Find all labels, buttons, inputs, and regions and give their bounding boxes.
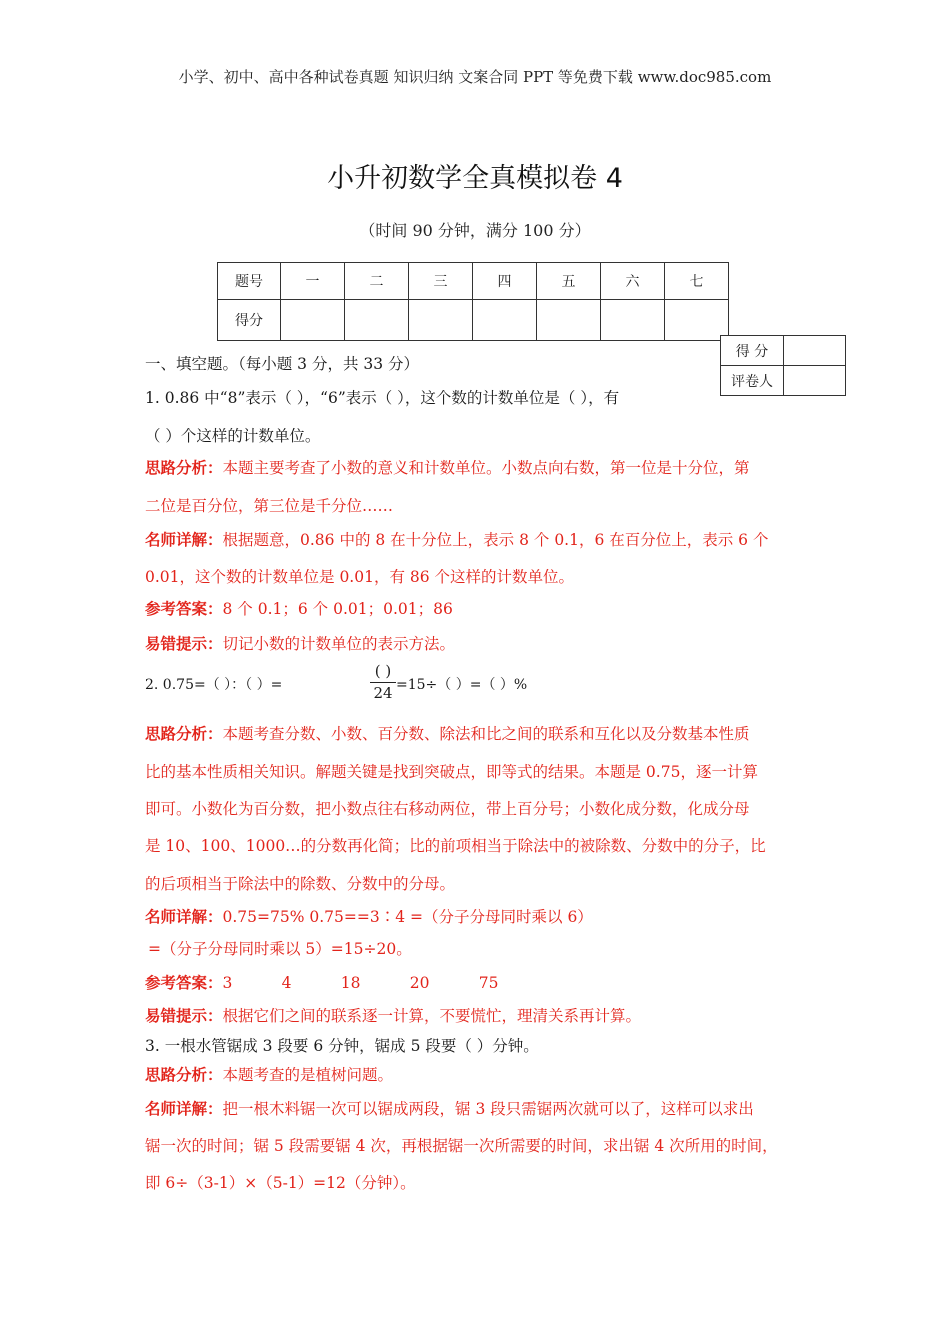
q1-answer-label: 参考答案： xyxy=(145,599,223,618)
score-cell-4 xyxy=(473,300,537,341)
q2-answer-label: 参考答案： xyxy=(145,973,223,992)
score-table-header-row xyxy=(218,263,729,300)
q3-question: 3. 一根水管锯成 3 段要 6 分钟，锯成 5 段要（ ）分钟。 xyxy=(145,1037,539,1055)
q1-tip-text: 切记小数的计数单位的表示方法。 xyxy=(222,635,456,653)
q2-fraction-numerator: ( ) xyxy=(374,662,392,680)
q3-analysis-label: 思路分析： xyxy=(145,1065,223,1084)
q1-analysis-label: 思路分析： xyxy=(145,458,223,477)
score-cell-1 xyxy=(281,300,345,341)
score-col-1: 一 xyxy=(281,263,345,300)
q2-analysis xyxy=(145,722,750,744)
q1-detail-text-1: 根据题意，0.86 中的 8 在十分位上，表示 8 个 0.1，6 在百分位上，表示 6 个 xyxy=(222,531,769,549)
q1-tip xyxy=(145,632,455,654)
q2-fraction-bar xyxy=(370,682,396,683)
q1-detail xyxy=(145,528,768,550)
q3-detail xyxy=(145,1097,754,1119)
score-cell-6 xyxy=(601,300,665,341)
q3-analysis-text: 本题考查的是植树问题。 xyxy=(222,1066,394,1084)
q1-line-1: 1. 0.86 中“8”表示（ ），“6”表示（ ），这个数的计数单位是（ ），有 xyxy=(145,389,620,407)
q2-detail-label: 名师详解： xyxy=(145,907,223,926)
score-col-5: 五 xyxy=(537,263,601,300)
q3-detail-text-1: 把一根木料锯一次可以锯成两段，锯 3 段只需锯两次就可以了，这样可以求出 xyxy=(222,1100,754,1118)
q3-detail-label: 名师详解： xyxy=(145,1099,223,1118)
score-col-6: 六 xyxy=(601,263,665,300)
q3-detail-text-3: 即 6÷（3-1）×（5-1）=12（分钟）。 xyxy=(145,1174,416,1192)
q2-answer-text: 3 4 18 20 75 xyxy=(222,974,499,992)
q2-analysis-label: 思路分析： xyxy=(145,724,223,743)
q1-analysis-text-2: 二位是百分位，第三位是千分位…… xyxy=(145,497,394,515)
score-col-4: 四 xyxy=(473,263,537,300)
q1-analysis-text-1: 本题主要考查了小数的意义和计数单位。小数点向右数，第一位是十分位，第 xyxy=(222,459,750,477)
q1-answer xyxy=(145,597,453,619)
q2-analysis-text-4: 是 10、100、1000…的分数再化简；比的前项相当于除法中的被除数、分数中的分子，比 xyxy=(145,837,766,855)
q1-tip-label: 易错提示： xyxy=(145,634,223,653)
q1-analysis xyxy=(145,456,750,478)
grader-score-label: 得 分 xyxy=(721,336,784,366)
score-cell-2 xyxy=(345,300,409,341)
q1-answer-text: 8 个 0.1；6 个 0.01；0.01；86 xyxy=(222,600,453,618)
q2-detail xyxy=(145,905,593,927)
score-table-row1-label: 题号 xyxy=(218,263,281,300)
grader-name-cell xyxy=(784,366,846,396)
grader-box xyxy=(720,335,846,396)
q2-analysis-text-3: 即可。小数化为百分数，把小数点往右移动两位，带上百分号；小数化成分数，化成分母 xyxy=(145,800,750,818)
q2-detail-text-2: =（分子分母同时乘以 5）=15÷20。 xyxy=(148,940,412,958)
q1-line-2: （ ）个这样的计数单位。 xyxy=(145,427,321,445)
score-col-2: 二 xyxy=(345,263,409,300)
q2-fraction xyxy=(370,661,396,702)
q2-analysis-text-1: 本题考查分数、小数、百分数、除法和比之间的联系和互化以及分数基本性质 xyxy=(222,725,750,743)
score-table-score-row xyxy=(218,300,729,341)
q2-analysis-text-2: 比的基本性质相关知识。解题关键是找到突破点，即等式的结果。本题是 0.75，逐一计算 xyxy=(145,763,758,781)
q2-part-2: =15÷（ ）=（ ）% xyxy=(396,677,528,693)
q2-answer xyxy=(145,971,499,993)
section-1-heading: 一、填空题。（每小题 3 分，共 33 分） xyxy=(145,355,420,373)
grader-score-cell xyxy=(784,336,846,366)
q1-detail-text-2: 0.01，这个数的计数单位是 0.01，有 86 个这样的计数单位。 xyxy=(145,568,575,586)
score-col-3: 三 xyxy=(409,263,473,300)
q2-detail-text-1: 0.75=75% 0.75==3∶4 =（分子分母同时乘以 6） xyxy=(222,908,593,926)
grader-name-label: 评卷人 xyxy=(721,366,784,396)
q2-fraction-denominator: 24 xyxy=(373,684,393,702)
score-col-7: 七 xyxy=(665,263,729,300)
q3-detail-text-2: 锯一次的时间；锯 5 段需要锯 4 次，再根据锯一次所需要的时间，求出锯 4 次所用的时间， xyxy=(145,1137,778,1155)
site-banner: 小学、初中、高中各种试卷真题 知识归纳 文案合同 PPT 等免费下载 www.doc985.com xyxy=(178,68,772,86)
q2-tip-text: 根据它们之间的联系逐一计算，不要慌忙，理清关系再计算。 xyxy=(222,1007,642,1025)
q1-detail-label: 名师详解： xyxy=(145,530,223,549)
q2-tip xyxy=(145,1004,641,1026)
q3-analysis xyxy=(145,1063,393,1085)
score-cell-7 xyxy=(665,300,729,341)
score-cell-3 xyxy=(409,300,473,341)
page-title: 小升初数学全真模拟卷 4 xyxy=(327,163,623,194)
q2-analysis-text-5: 的后项相当于除法中的除数、分数中的分母。 xyxy=(145,875,456,893)
q2-tip-label: 易错提示： xyxy=(145,1006,223,1025)
exam-subtitle: （时间 90 分钟，满分 100 分） xyxy=(359,221,591,240)
q2-part-1: 2. 0.75=（ ）：（ ）= xyxy=(145,677,283,693)
score-cell-5 xyxy=(537,300,601,341)
score-table-row2-label: 得分 xyxy=(218,300,281,341)
score-table xyxy=(217,262,729,341)
